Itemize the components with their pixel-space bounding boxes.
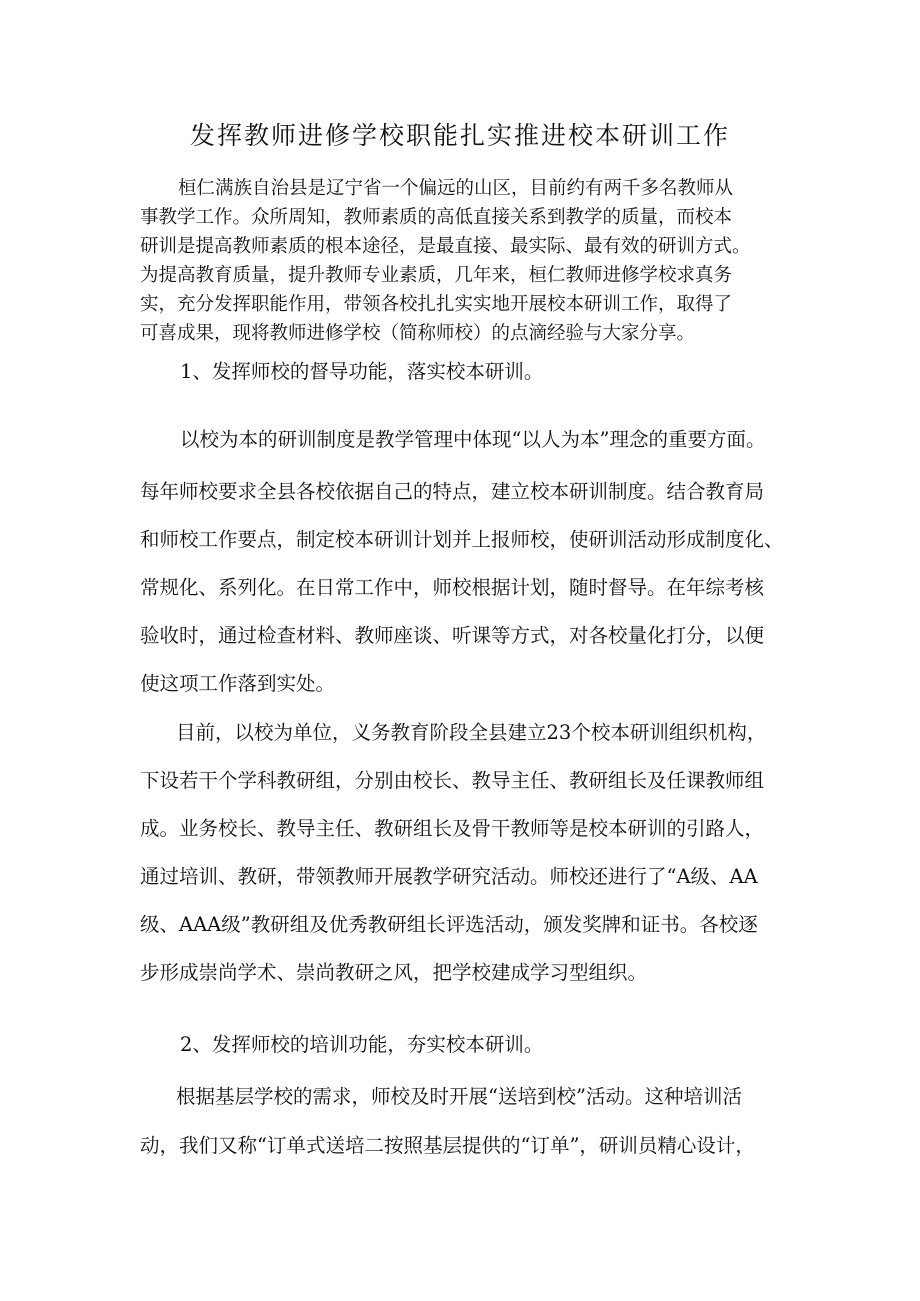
body-line: 下设若干个学科教研组，分别由校长、教导主任、教研组长及任课教师组 <box>140 769 765 792</box>
body-line: 成。业务校长、教导主任、教研组长及骨干教师等是校本研训的引路人， <box>140 817 765 840</box>
body-line: 验收时，通过检查材料、教师座谈、听课等方式，对各校量化打分，以便 <box>140 624 765 647</box>
body-line: 根据基层学校的需求，师校及时开展“送培到校”活动。这种培训活 <box>176 1085 742 1108</box>
body-line: 使这项工作落到实处。 <box>140 672 336 695</box>
section-heading-text: 1、发挥师校的督导功能，落实校本研训。 <box>180 360 544 383</box>
body-line: 常规化、系列化。在日常工作中，师校根据计划，随时督导。在年综考核 <box>140 576 765 599</box>
intro-line: 可喜成果，现将教师进修学校（简称师校）的点滴经验与大家分享。 <box>140 323 696 344</box>
body-line: 和师校工作要点，制定校本研训计划并上报师校，使研训活动形成制度化、 <box>140 528 784 551</box>
body-line: 每年师校要求全县各校依据自己的特点，建立校本研训制度。结合教育局 <box>140 480 765 503</box>
body-line: 以校为本的研训制度是教学管理中体现“以人为本”理念的重要方面。 <box>180 428 766 451</box>
intro-line: 实，充分发挥职能作用，带领各校扎扎实实地开展校本研训工作，取得了 <box>140 294 733 315</box>
intro-line: 为提高教育质量，提升教师专业素质，几年来，桓仁教师进修学校求真务 <box>140 265 733 286</box>
intro-line: 事教学工作。众所周知，教师素质的高低直接关系到教学的质量，而校本 <box>140 207 733 228</box>
section-heading-text: 2、发挥师校的培训功能，夯实校本研训。 <box>180 1033 544 1056</box>
document-title: 发挥教师进修学校职能扎实推进校本研训工作 <box>189 121 730 150</box>
body-line: 目前，以校为单位，义务教育阶段全县建立23个校本研训组织机构， <box>176 721 767 744</box>
body-line: 级、AAA级”教研组及优秀教研组长评选活动，颁发奖牌和证书。各校逐 <box>140 913 758 936</box>
body-line: 通过培训、教研，带领教师开展教学研究活动。师校还进行了“A级、AA <box>140 865 758 888</box>
intro-line: 桓仁满族自治县是辽宁省一个偏远的山区，目前约有两千多名教师从 <box>178 178 734 199</box>
intro-line: 研训是提高教师素质的根本途径，是最直接、最实际、最有效的研训方式。 <box>140 236 751 257</box>
body-line: 动，我们又称“订单式送培二按照基层提供的“订单”，研训员精心设计， <box>140 1134 755 1157</box>
body-line: 步形成崇尚学术、崇尚教研之风，把学校建成学习型组织。 <box>140 961 648 984</box>
